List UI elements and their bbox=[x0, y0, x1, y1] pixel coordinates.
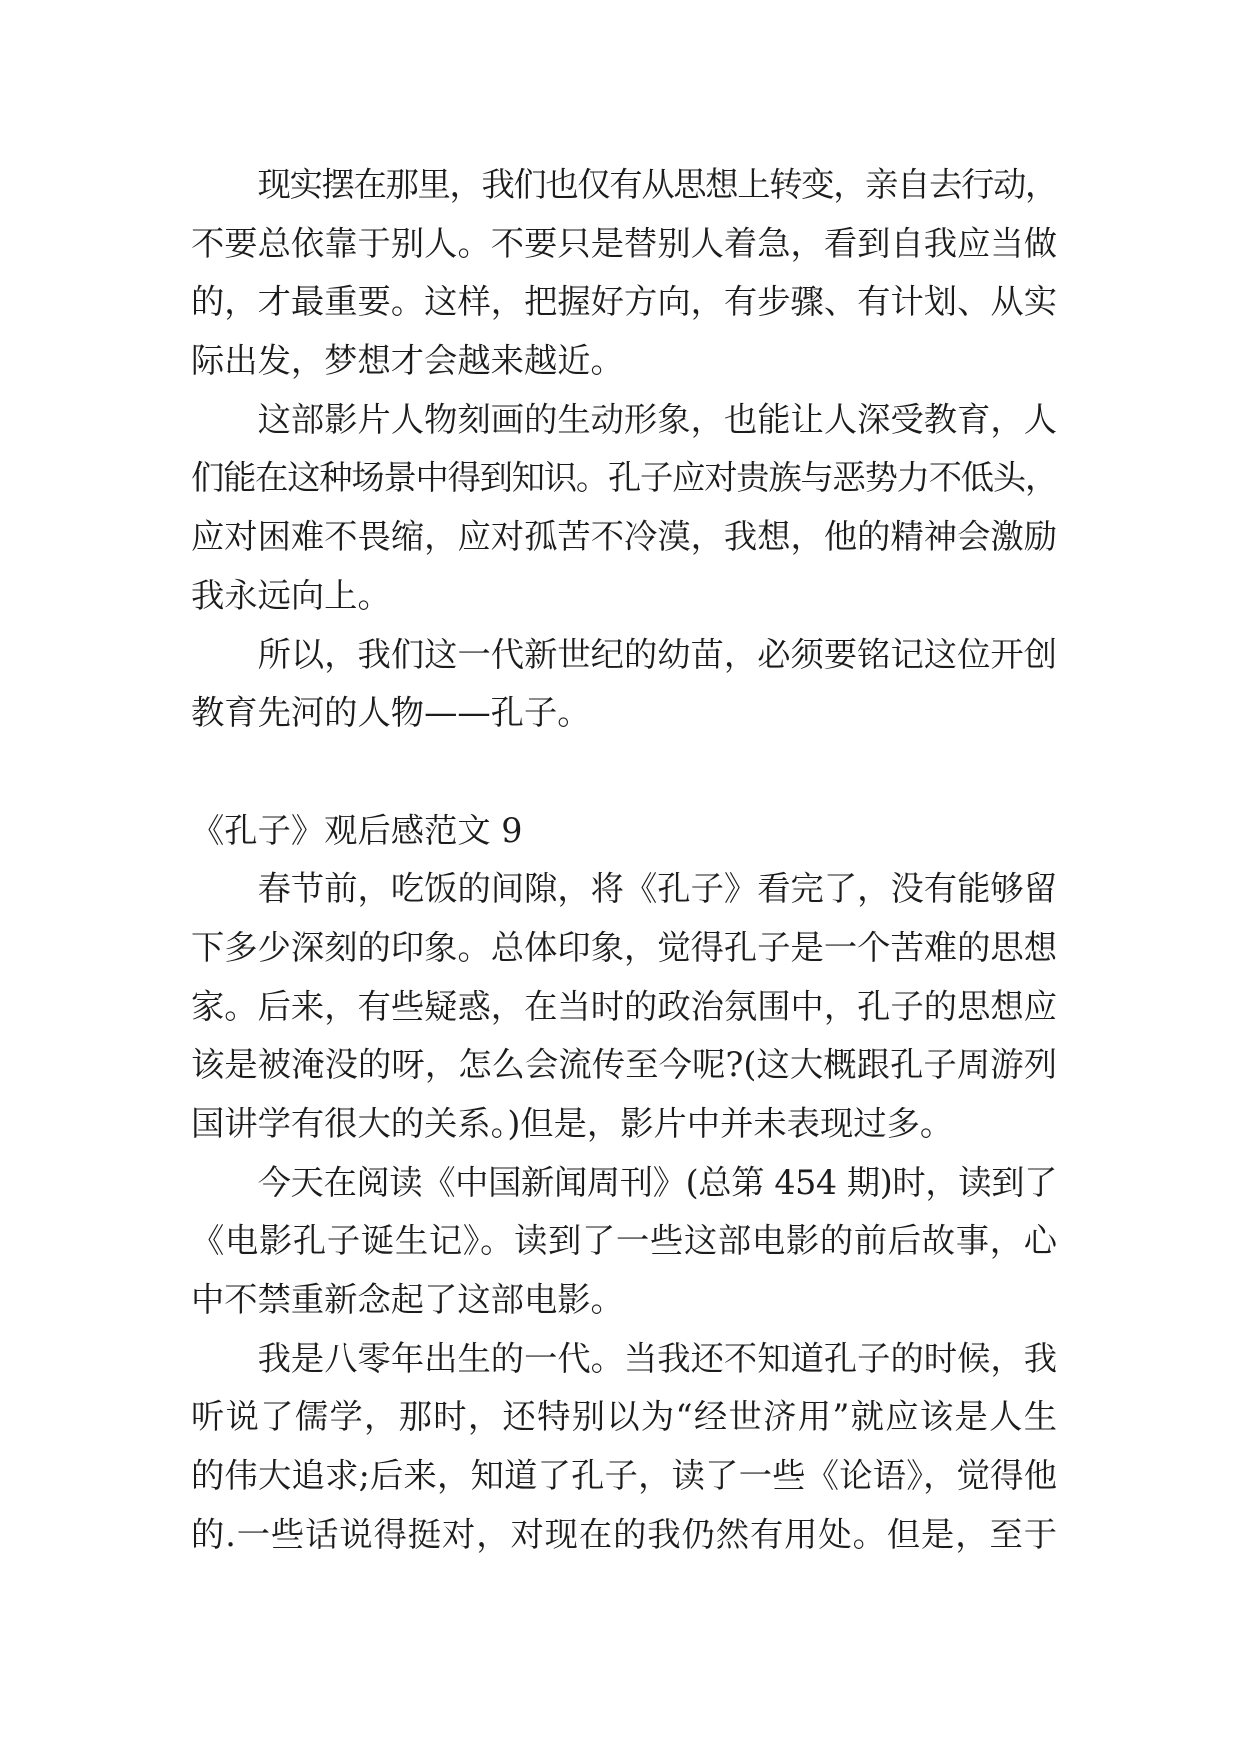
text-line: 教育先河的人物——孔子。 bbox=[191, 693, 591, 733]
text-line: 今天在阅读《中国新闻周刊》(总第 454 期)时，读到了 bbox=[257, 1162, 1057, 1202]
text-line: 不要总依靠于别人。不要只是替别人着急，看到自我应当做 bbox=[191, 223, 1057, 263]
text-line: 听说了儒学，那时，还特别以为“经世济用”就应该是人生 bbox=[191, 1397, 1057, 1437]
text-line: 现实摆在那里，我们也仅有从思想上转变，亲自去行动， bbox=[257, 165, 1057, 204]
section-heading: 《孔子》观后感范文 9 bbox=[191, 810, 523, 850]
text-line: 该是被淹没的呀，怎么会流传至今呢?(这大概跟孔子周游列 bbox=[191, 1045, 1057, 1085]
text-line: 所以，我们这一代新世纪的幼苗，必须要铭记这位开创 bbox=[257, 634, 1057, 674]
text-line: 际出发，梦想才会越来越近。 bbox=[191, 341, 624, 381]
text-line: 这部影片人物刻画的生动形象，也能让人深受教育，人 bbox=[257, 399, 1057, 439]
text-line: 下多少深刻的印象。总体印象，觉得孔子是一个苦难的思想 bbox=[191, 927, 1057, 967]
text-line: 国讲学有很大的关系。)但是，影片中并未表现过多。 bbox=[191, 1104, 954, 1143]
text-line: 中不禁重新念起了这部电影。 bbox=[191, 1280, 624, 1320]
paragraph bbox=[191, 626, 1057, 743]
text-line: 的.一些话说得挺对，对现在的我仍然有用处。但是，至于 bbox=[191, 1514, 1057, 1554]
text-line: 家。后来，有些疑惑，在当时的政治氛围中，孔子的思想应 bbox=[191, 986, 1057, 1026]
text-line: 应对困难不畏缩，应对孤苦不冷漠，我想，他的精神会激励 bbox=[191, 517, 1057, 557]
paragraph bbox=[191, 156, 1057, 391]
paragraph bbox=[191, 391, 1057, 626]
text-line: 我是八零年出生的一代。当我还不知道孔子的时候，我 bbox=[257, 1338, 1057, 1378]
paragraph bbox=[191, 1330, 1057, 1565]
text-line: 们能在这种场景中得到知识。孔子应对贵族与恶势力不低头， bbox=[191, 458, 1057, 498]
text-line: 的伟大追求;后来，知道了孔子，读了一些《论语》，觉得他 bbox=[191, 1456, 1057, 1496]
text-line: 《电影孔子诞生记》。读到了一些这部电影的前后故事，心 bbox=[191, 1221, 1057, 1261]
paragraph bbox=[191, 860, 1057, 1153]
text-line: 的，才最重要。这样，把握好方向，有步骤、有计划、从实 bbox=[191, 282, 1057, 322]
document-body bbox=[191, 156, 1057, 1565]
paragraph bbox=[191, 1154, 1057, 1330]
text-line: 我永远向上。 bbox=[191, 575, 391, 615]
text-line: 春节前，吃饭的间隙，将《孔子》看完了，没有能够留 bbox=[257, 869, 1057, 909]
